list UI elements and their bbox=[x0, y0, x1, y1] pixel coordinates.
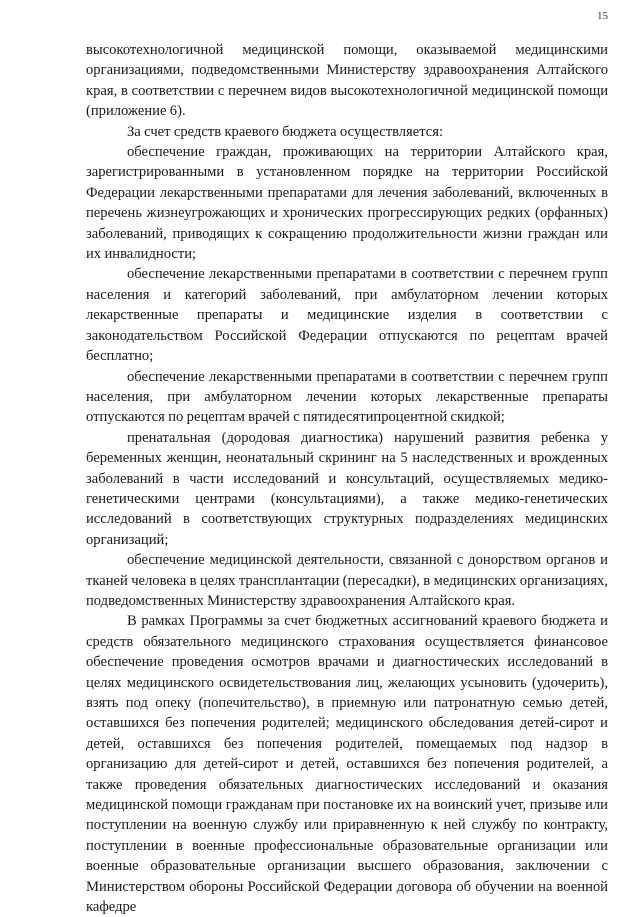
paragraph-3: обеспечение граждан, проживающих на территории Алтайского края, зарегистрированными в установленном порядке на территории Российской Федерации лекарственными препаратами для лечения заболеваний, включенных в перечень жизнеугрожающих и хронических прогрессирующих редких (орфанных) заболеваний, приводящих к сокращению продолжительности жизни граждан или их инвалидности; bbox=[86, 144, 608, 263]
page-number: 15 bbox=[597, 10, 608, 22]
paragraph-5: обеспечение лекарственными препаратами в соответствии с перечнем групп населения, при амбулаторном лечении которых лекарственные препараты отпускаются по рецептам врачей с пятидесятипроцентной скидкой; bbox=[86, 368, 608, 426]
paragraph-6: пренатальная (дородовая диагностика) нарушений развития ребенка у беременных женщин, неонатальный скрининг на 5 наследственных и врожденных заболеваний в части исследований и консультаций, осуществляемых медико-генетическими центрами (консультациями), а также медико-генетических исследований в соответствующих структурных подразделениях медицинских организаций; bbox=[86, 429, 608, 548]
paragraph-1: высокотехнологичной медицинской помощи, оказываемой медицинскими организациями, подведомственными Министерству здравоохранения Алтайского края, в соответствии с перечнем видов высокотехнологичной медицинской помощи (приложение 6). bbox=[86, 42, 608, 120]
paragraph-7: обеспечение медицинской деятельности, связанной с донорством органов и тканей человека в целях трансплантации (пересадки), в медицинских организациях, подведомственных Министерству здравоохранения Алтайского края. bbox=[86, 552, 608, 609]
paragraph-4: обеспечение лекарственными препаратами в соответствии с перечнем групп населения и категорий заболеваний, при амбулаторном лечении которых лекарственные препараты и медицинские изделия в соответствии с законодательством Российской Федерации отпускаются по рецептам врачей бесплатно; bbox=[86, 266, 608, 365]
body-text bbox=[86, 40, 608, 917]
paragraph-2: За счет средств краевого бюджета осуществляется: bbox=[127, 123, 444, 140]
paragraph-8: В рамках Программы за счет бюджетных ассигнований краевого бюджета и средств обязательного медицинского страхования осуществляется финансовое обеспечение проведения осмотров врачами и диагностических исследований в целях медицинского освидетельствования лиц, желающих усыновить (удочерить), взять под опеку (попечительство), в приемную или патронатную семью детей, оставшихся без попечения родителей; медицинского обследования детей-сирот и детей, оставшихся без попечения родителей, помещаемых под надзор в организацию для детей-сирот и детей, оставшихся без попечения родителей, а также проведения обязательных диагностических исследований и оказания медицинской помощи гражданам при постановке их на воинский учет, призыве или поступлении на военную службу или приравненную к ней службу по контракту, поступлении в военные профессиональные образовательные организации или военные образовательные организации высшего образования, заключении с Министерством обороны Российской Федерации договора об обучении на военной кафедре bbox=[86, 613, 608, 916]
